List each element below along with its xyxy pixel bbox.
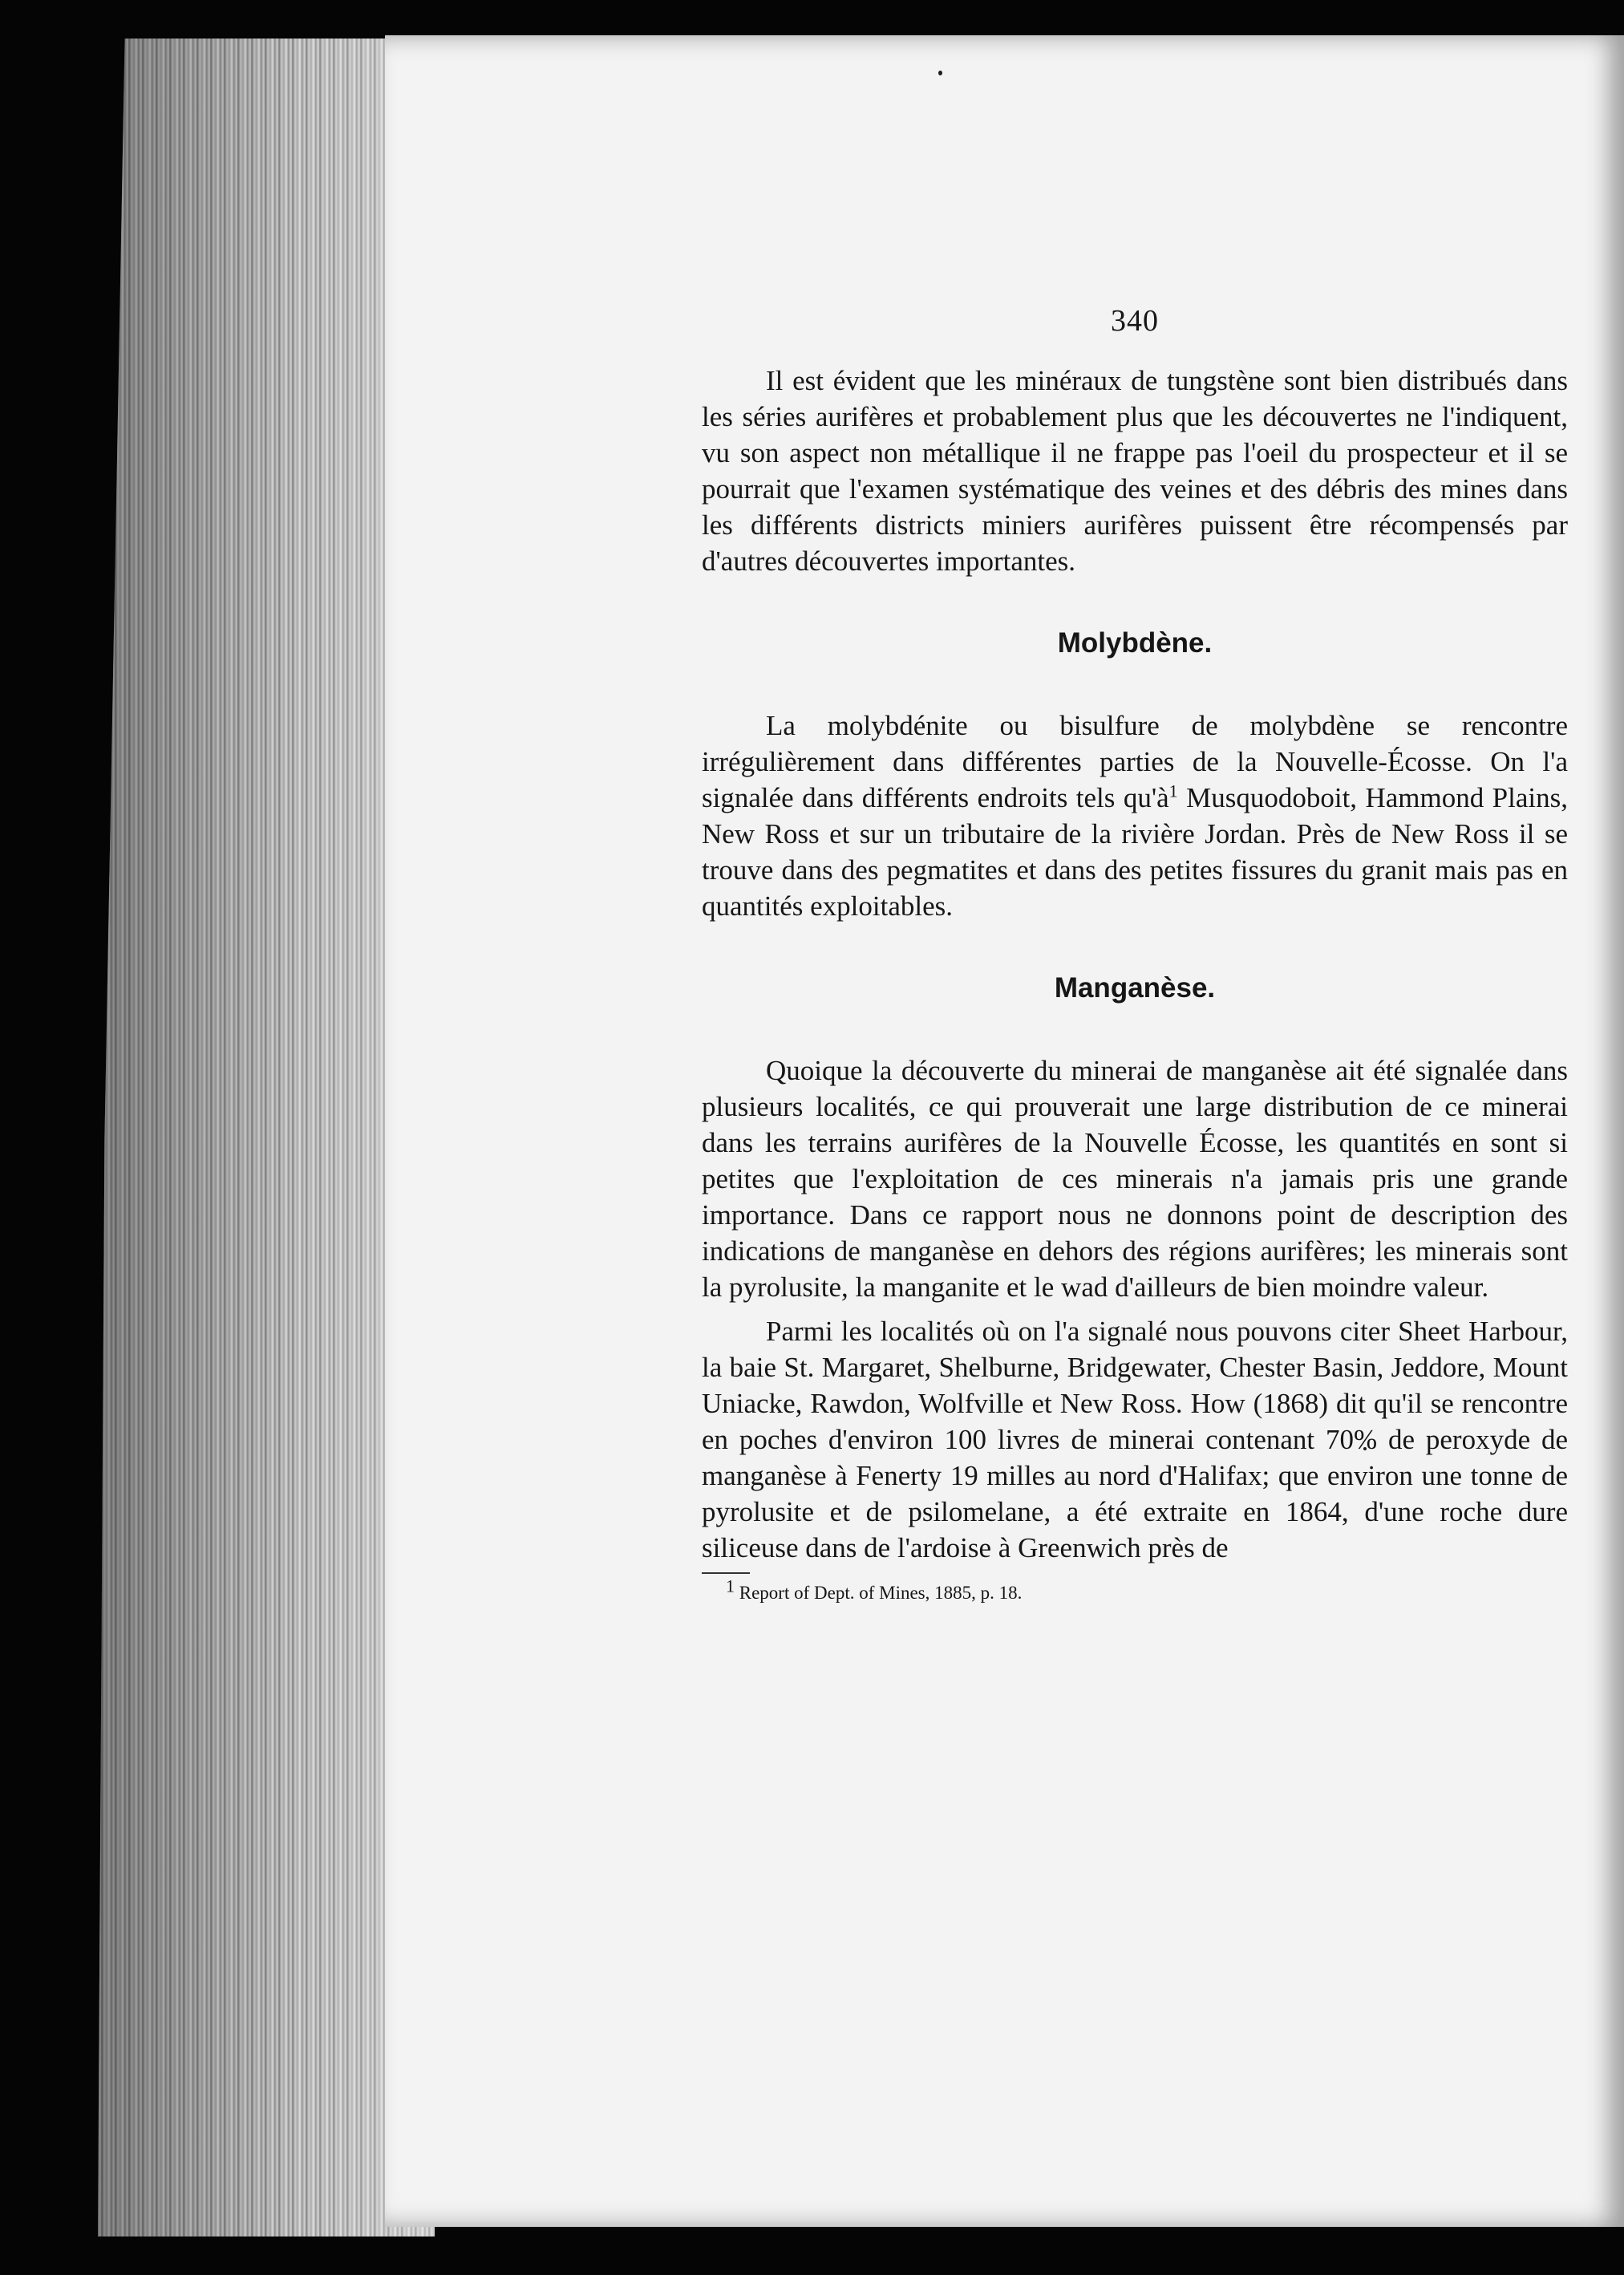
manganese-paragraph-2: Parmi les localités où on l'a signalé nous pouvons citer Sheet Harbour, la baie St. Margaret, Shelburne, Bridgewater, Chester Basin, Jeddore, Mount Uniacke, Rawdon, Wolfville et New Ross. How (1868) dit qu'il se rencontre en poches d'environ 100 livres de minerai contenant 70% de peroxyde de manganèse à Fenerty 19 milles au nord d'Halifax; que environ une tonne de pyrolusite et de psilomelane, a été extraite en 1864, d'une roche dure siliceuse dans de l'ardoise à Greenwich près de — [702, 1316, 1568, 1563]
manganese-paragraph-1: Quoique la découverte du minerai de manganèse ait été signalée dans plusieurs localités, ce qui prouverait une large distribution de ce minerai dans les terrains aurifères de la Nouvelle Écosse, les quantités en sont si petites que l'exploitation de ces minerais n'a jamais pris une grande importance. Dans ce rapport nous ne donnons point de description des indications de manganèse en dehors des régions aurifères; les minerais sont la pyrolusite, la manganite et le wad d'ailleurs de bien moindre valeur. — [702, 1055, 1568, 1303]
footnote-marker: 1 — [726, 1575, 735, 1596]
page-number: 340 — [1111, 304, 1159, 338]
molybdene-paragraph — [702, 708, 1568, 924]
tungsten-paragraph: Il est évident que les minéraux de tungstène sont bien distribués dans les séries aurifères et probablement plus que les découvertes ne l'indiquent, vu son aspect non métallique il ne frappe pas l'oeil du prospecteur et il se pourrait que l'examen systématique des veines et des débris des mines dans les différents districts miniers aurifères puissent être récompensés par d'autres découvertes importantes. — [702, 365, 1568, 577]
molybdene-heading: Molybdène. — [1057, 627, 1213, 659]
scan-speck — [938, 71, 942, 75]
footnote-reference: 1 — [1168, 781, 1178, 801]
page-text-block — [702, 303, 1568, 1604]
page-stack-edges — [98, 39, 435, 2236]
molybdene-text-part1: La molybdénite ou bisulfure de molybdène se rencontre irrégulièrement dans différentes parties de la Nouvelle-Écosse. On l'a signalée dans différents endroits tels qu'à — [702, 710, 1568, 813]
molybdene-text-part2: Musquodoboit, Hammond Plains, New Ross et sur un tributaire de la rivière Jordan. Près de New Ross il se trouve dans des pegmatites et dans des petites fissures du granit mais pas en quantités exploitables. — [702, 782, 1568, 922]
footnote — [726, 1575, 1568, 1604]
footnote-divider — [702, 1572, 750, 1574]
footnote-text: Report of Dept. of Mines, 1885, p. 18. — [735, 1583, 1023, 1603]
manganese-heading: Manganèse. — [1054, 972, 1216, 1004]
